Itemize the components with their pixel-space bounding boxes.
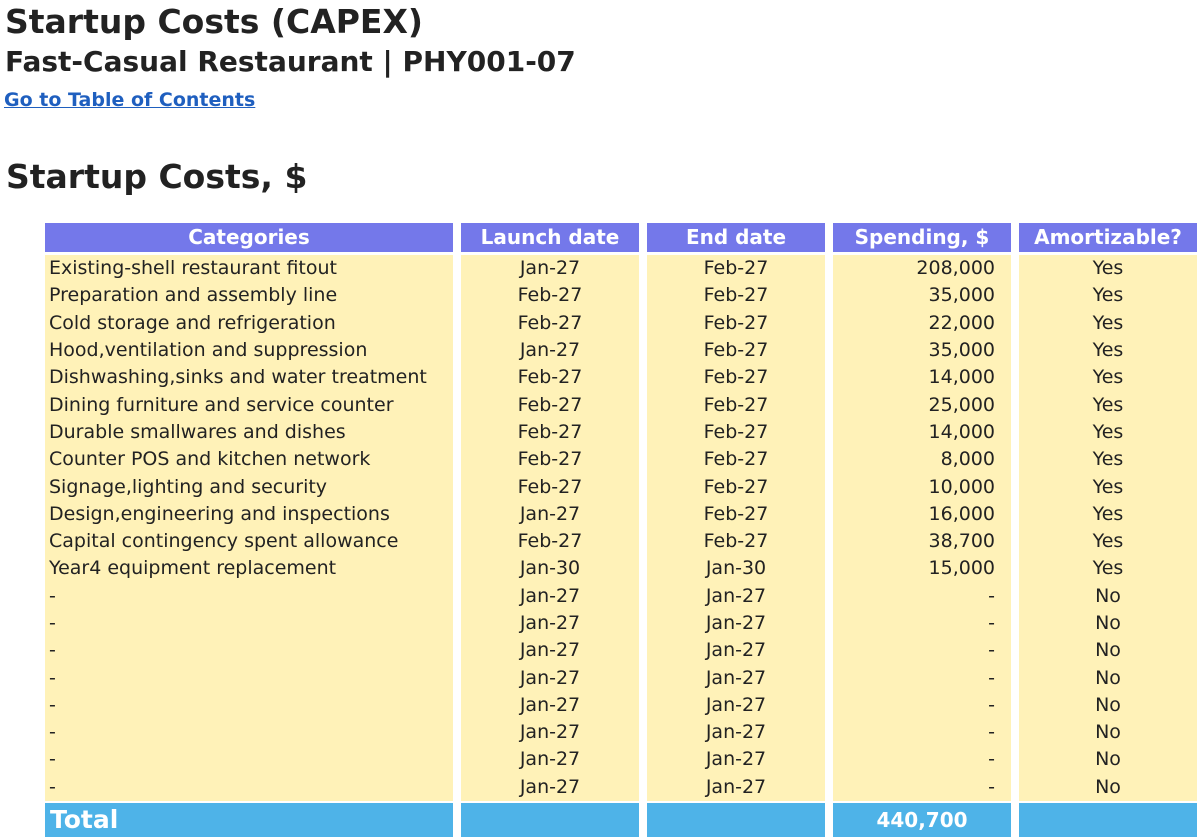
amortizable-cell[interactable]: Yes: [1019, 446, 1197, 473]
launch-date-cell[interactable]: Feb-27: [461, 310, 639, 337]
spending-cell[interactable]: -: [833, 664, 1011, 691]
amortizable-cell[interactable]: Yes: [1019, 501, 1197, 528]
spending-cell[interactable]: 15,000: [833, 555, 1011, 582]
spending-cell[interactable]: -: [833, 774, 1011, 801]
category-cell[interactable]: -: [45, 692, 453, 719]
end-date-cell[interactable]: Jan-27: [647, 664, 825, 691]
total-spending[interactable]: 440,700: [833, 801, 1011, 837]
launch-date-cell[interactable]: Jan-27: [461, 501, 639, 528]
table-row: [45, 419, 1197, 446]
table-header-row: [45, 223, 1197, 255]
table-body: [45, 255, 1197, 801]
table-row: [45, 719, 1197, 746]
launch-date-cell[interactable]: Feb-27: [461, 528, 639, 555]
category-cell[interactable]: Signage,lighting and security: [45, 473, 453, 500]
amortizable-cell[interactable]: No: [1019, 746, 1197, 773]
launch-date-cell[interactable]: Feb-27: [461, 446, 639, 473]
spending-cell[interactable]: -: [833, 610, 1011, 637]
table-row: [45, 501, 1197, 528]
launch-date-cell[interactable]: Jan-27: [461, 255, 639, 282]
category-cell[interactable]: Year4 equipment replacement: [45, 555, 453, 582]
category-cell[interactable]: -: [45, 610, 453, 637]
spending-cell[interactable]: -: [833, 637, 1011, 664]
end-date-cell[interactable]: Feb-27: [647, 419, 825, 446]
end-date-cell[interactable]: Jan-27: [647, 583, 825, 610]
amortizable-cell[interactable]: Yes: [1019, 282, 1197, 309]
launch-date-cell[interactable]: Jan-27: [461, 637, 639, 664]
table-of-contents-link[interactable]: Go to Table of Contents: [4, 89, 256, 111]
table-row: [45, 282, 1197, 309]
amortizable-cell[interactable]: No: [1019, 637, 1197, 664]
column-header-spending[interactable]: Spending, $: [833, 223, 1011, 255]
launch-date-cell[interactable]: Jan-27: [461, 719, 639, 746]
amortizable-cell[interactable]: No: [1019, 719, 1197, 746]
category-cell[interactable]: Durable smallwares and dishes: [45, 419, 453, 446]
spending-cell[interactable]: 8,000: [833, 446, 1011, 473]
category-cell[interactable]: -: [45, 637, 453, 664]
amortizable-cell[interactable]: No: [1019, 664, 1197, 691]
page-title: Startup Costs (CAPEX): [5, 2, 423, 41]
amortizable-cell[interactable]: No: [1019, 692, 1197, 719]
table-row: [45, 692, 1197, 719]
spending-cell[interactable]: 10,000: [833, 473, 1011, 500]
category-cell[interactable]: -: [45, 664, 453, 691]
launch-date-cell[interactable]: Jan-27: [461, 692, 639, 719]
launch-date-cell[interactable]: Feb-27: [461, 391, 639, 418]
launch-date-cell[interactable]: Feb-27: [461, 473, 639, 500]
end-date-cell[interactable]: Jan-27: [647, 719, 825, 746]
total-label[interactable]: Total: [45, 801, 453, 837]
end-date-cell[interactable]: Feb-27: [647, 528, 825, 555]
end-date-cell[interactable]: Jan-27: [647, 774, 825, 801]
launch-date-cell[interactable]: Feb-27: [461, 364, 639, 391]
launch-date-cell[interactable]: Jan-30: [461, 555, 639, 582]
spending-cell[interactable]: -: [833, 583, 1011, 610]
table-row: [45, 528, 1197, 555]
column-header-amortizable[interactable]: Amortizable?: [1019, 223, 1197, 255]
category-cell[interactable]: Design,engineering and inspections: [45, 501, 453, 528]
amortizable-cell[interactable]: Yes: [1019, 364, 1197, 391]
amortizable-cell[interactable]: No: [1019, 583, 1197, 610]
spending-cell[interactable]: 22,000: [833, 310, 1011, 337]
table-row: [45, 310, 1197, 337]
end-date-cell[interactable]: Feb-27: [647, 255, 825, 282]
table-row: [45, 774, 1197, 801]
table-row: [45, 664, 1197, 691]
category-cell[interactable]: Dishwashing,sinks and water treatment: [45, 364, 453, 391]
end-date-cell[interactable]: Jan-27: [647, 610, 825, 637]
launch-date-cell[interactable]: Jan-27: [461, 746, 639, 773]
table-row: [45, 555, 1197, 582]
amortizable-cell[interactable]: Yes: [1019, 555, 1197, 582]
spending-cell[interactable]: -: [833, 692, 1011, 719]
launch-date-cell[interactable]: Jan-27: [461, 337, 639, 364]
launch-date-cell[interactable]: Feb-27: [461, 419, 639, 446]
section-title: Startup Costs, $: [6, 157, 308, 196]
spending-cell[interactable]: 14,000: [833, 364, 1011, 391]
total-end-cell[interactable]: [647, 801, 825, 837]
category-cell[interactable]: -: [45, 774, 453, 801]
end-date-cell[interactable]: Jan-27: [647, 692, 825, 719]
table-row: [45, 391, 1197, 418]
end-date-cell[interactable]: Feb-27: [647, 337, 825, 364]
amortizable-cell[interactable]: Yes: [1019, 419, 1197, 446]
column-header-end-date[interactable]: End date: [647, 223, 825, 255]
amortizable-cell[interactable]: Yes: [1019, 337, 1197, 364]
end-date-cell[interactable]: Feb-27: [647, 310, 825, 337]
spending-cell[interactable]: -: [833, 746, 1011, 773]
end-date-cell[interactable]: Jan-27: [647, 637, 825, 664]
total-launch-cell[interactable]: [461, 801, 639, 837]
end-date-cell[interactable]: Feb-27: [647, 446, 825, 473]
spending-cell[interactable]: 25,000: [833, 391, 1011, 418]
end-date-cell[interactable]: Feb-27: [647, 391, 825, 418]
column-header-launch-date[interactable]: Launch date: [461, 223, 639, 255]
amortizable-cell[interactable]: Yes: [1019, 255, 1197, 282]
launch-date-cell[interactable]: Jan-27: [461, 610, 639, 637]
table-row: [45, 746, 1197, 773]
spending-cell[interactable]: 35,000: [833, 337, 1011, 364]
table-row: [45, 446, 1197, 473]
category-cell[interactable]: Hood,ventilation and suppression: [45, 337, 453, 364]
table-row: [45, 583, 1197, 610]
table-row: [45, 637, 1197, 664]
spending-cell[interactable]: -: [833, 719, 1011, 746]
amortizable-cell[interactable]: Yes: [1019, 391, 1197, 418]
end-date-cell[interactable]: Feb-27: [647, 364, 825, 391]
spending-cell[interactable]: 208,000: [833, 255, 1011, 282]
table-row: [45, 255, 1197, 282]
total-amortizable-cell[interactable]: [1019, 801, 1197, 837]
launch-date-cell[interactable]: Jan-27: [461, 774, 639, 801]
page-subtitle: Fast-Casual Restaurant | PHY001-07: [5, 45, 576, 78]
amortizable-cell[interactable]: Yes: [1019, 528, 1197, 555]
category-cell[interactable]: Dining furniture and service counter: [45, 391, 453, 418]
end-date-cell[interactable]: Jan-27: [647, 746, 825, 773]
spending-cell[interactable]: 38,700: [833, 528, 1011, 555]
spending-cell[interactable]: 14,000: [833, 419, 1011, 446]
category-cell[interactable]: Preparation and assembly line: [45, 282, 453, 309]
category-cell[interactable]: Cold storage and refrigeration: [45, 310, 453, 337]
category-cell[interactable]: Capital contingency spent allowance: [45, 528, 453, 555]
end-date-cell[interactable]: Jan-30: [647, 555, 825, 582]
spending-cell[interactable]: 35,000: [833, 282, 1011, 309]
table-row: [45, 337, 1197, 364]
launch-date-cell[interactable]: Feb-27: [461, 282, 639, 309]
column-header-categories[interactable]: Categories: [45, 223, 453, 255]
amortizable-cell[interactable]: Yes: [1019, 310, 1197, 337]
category-cell[interactable]: Counter POS and kitchen network: [45, 446, 453, 473]
table-row: [45, 364, 1197, 391]
total-row: [45, 801, 1197, 837]
launch-date-cell[interactable]: Jan-27: [461, 664, 639, 691]
table-row: [45, 473, 1197, 500]
table-row: [45, 610, 1197, 637]
startup-costs-table: [37, 223, 1200, 837]
category-cell[interactable]: -: [45, 746, 453, 773]
amortizable-cell[interactable]: Yes: [1019, 473, 1197, 500]
end-date-cell[interactable]: Feb-27: [647, 282, 825, 309]
category-cell[interactable]: Existing-shell restaurant fitout: [45, 255, 453, 282]
spending-cell[interactable]: 16,000: [833, 501, 1011, 528]
end-date-cell[interactable]: Feb-27: [647, 473, 825, 500]
amortizable-cell[interactable]: No: [1019, 774, 1197, 801]
category-cell[interactable]: -: [45, 719, 453, 746]
category-cell[interactable]: -: [45, 583, 453, 610]
launch-date-cell[interactable]: Jan-27: [461, 583, 639, 610]
end-date-cell[interactable]: Feb-27: [647, 501, 825, 528]
amortizable-cell[interactable]: No: [1019, 610, 1197, 637]
